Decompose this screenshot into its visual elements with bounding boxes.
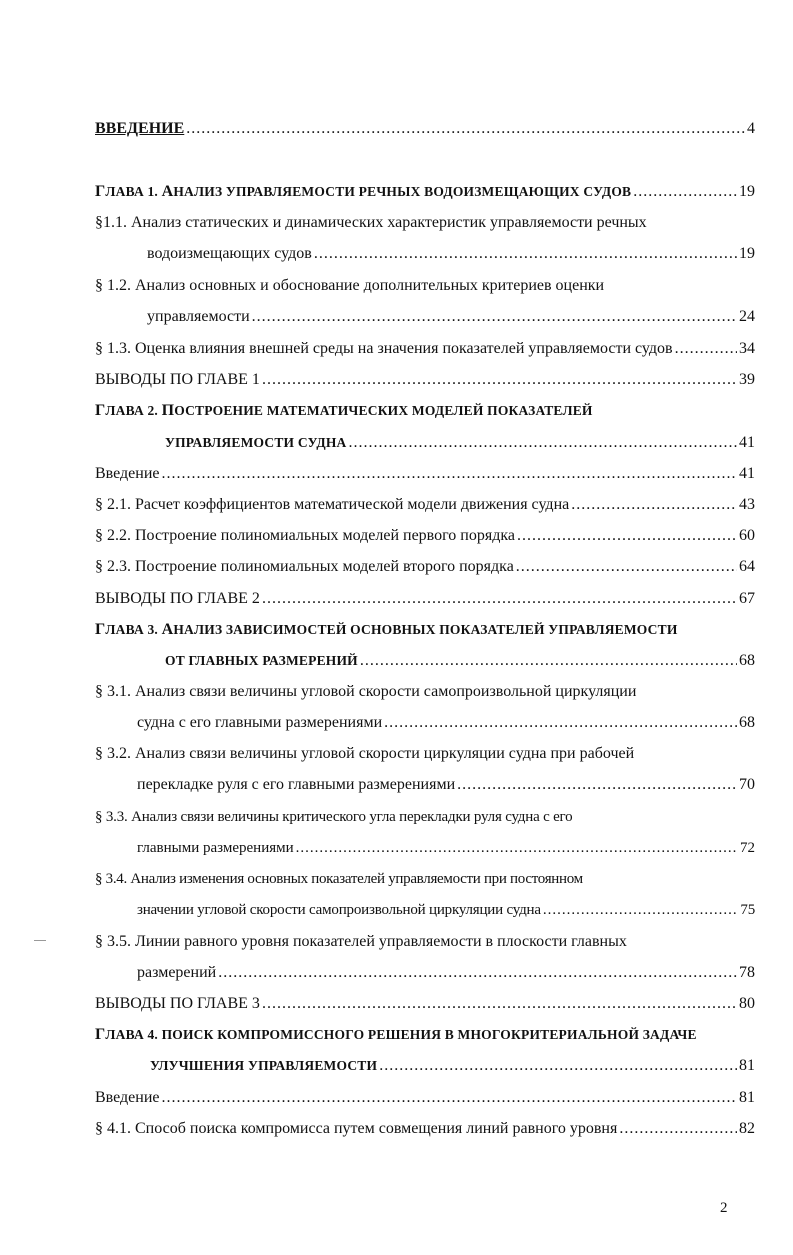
toc-page-number: 81 (739, 1089, 755, 1106)
leader-dots (262, 369, 737, 391)
toc-page-number: 81 (739, 1057, 755, 1074)
toc-page-number: 41 (739, 465, 755, 482)
toc-entry-label: ВЫВОДЫ ПО ГЛАВЕ 2 (95, 590, 260, 607)
toc-entry-label: ВЫВОДЫ ПО ГЛАВЕ 3 (95, 995, 260, 1012)
toc-page-number: 80 (739, 995, 755, 1012)
leader-dots (675, 338, 737, 360)
toc-entry-2-1[interactable] (95, 494, 755, 516)
toc-entry-3-5[interactable] (137, 962, 755, 984)
page-number: 2 (720, 1200, 728, 1216)
toc-entry-chapter-1[interactable] (95, 181, 755, 203)
toc-entry-1-1-line1[interactable]: §1.1. Анализ статических и динамических характеристик управляемости речных (95, 214, 647, 231)
toc-entry-introduction-4[interactable] (95, 1087, 755, 1109)
toc-entry-label: § 4.1. Способ поиска компромисса путем совмещения линий равного уровня (95, 1120, 618, 1137)
leader-dots (360, 650, 737, 672)
toc-entry-chapter-4[interactable] (150, 1055, 755, 1077)
toc-entry-chapter-2[interactable] (165, 432, 755, 454)
toc-entry-1-2[interactable] (147, 306, 755, 328)
toc-entry-2-3[interactable] (95, 556, 755, 578)
toc-entry-label: § 2.1. Расчет коэффициентов математической модели движения судна (95, 496, 570, 513)
toc-page-number: 41 (739, 434, 755, 451)
toc-page-number: 39 (739, 371, 755, 388)
toc-page-number: 60 (739, 527, 755, 544)
leader-dots (633, 181, 737, 203)
toc-page-number: 68 (739, 652, 755, 669)
toc-entry-1-2-line1[interactable]: § 1.2. Анализ основных и обоснование дополнительных критериев оценки (95, 277, 605, 294)
toc-page-number: 70 (739, 776, 755, 793)
leader-dots (543, 899, 739, 921)
toc-entry-3-2[interactable] (137, 774, 755, 796)
leader-dots (218, 962, 737, 984)
toc-entry-label: ВВЕДЕНИЕ (95, 120, 185, 137)
leader-dots (296, 837, 738, 859)
toc-entry-1-3[interactable] (95, 338, 755, 360)
toc-page-number: 78 (739, 964, 755, 981)
toc-entry-3-1[interactable] (137, 712, 755, 734)
leader-dots (384, 712, 737, 734)
toc-page-number: 19 (739, 183, 755, 200)
toc-page-number: 68 (739, 714, 755, 731)
toc-entry-3-1-line1[interactable]: § 3.1. Анализ связи величины угловой скорости самопроизвольной циркуляции (95, 683, 637, 700)
toc-page-number: 19 (739, 245, 755, 262)
toc-entry-3-3-line1[interactable]: § 3.3. Анализ связи величины критического угла перекладки руля судна с его (95, 809, 573, 825)
chapter-heading: ГЛАВА 1. АНАЛИЗ УПРАВЛЯЕМОСТИ РЕЧНЫХ ВОДОИЗМЕЩАЮЩИХ СУДОВ (95, 183, 632, 200)
toc-entry-label: Введение (95, 465, 160, 482)
leader-dots (262, 993, 737, 1015)
toc-entry-label: ВЫВОДЫ ПО ГЛАВЕ 1 (95, 371, 260, 388)
toc-entry-label: УПРАВЛЯЕМОСТИ СУДНА (165, 435, 347, 450)
toc-entry-3-3[interactable] (137, 837, 755, 859)
toc-entry-label: § 1.3. Оценка влияния внешней среды на значения показателей управляемости судов (95, 340, 673, 357)
toc-entry-chapter-2-line1[interactable]: ГЛАВА 2. ПОСТРОЕНИЕ МАТЕМАТИЧЕСКИХ МОДЕЛЕЙ ПОКАЗАТЕЛЕЙ (95, 402, 593, 419)
leader-dots (457, 774, 737, 796)
toc-page-number: 43 (739, 496, 755, 513)
toc-page-number: 82 (739, 1120, 755, 1137)
toc-entry-conclusions-3[interactable] (95, 993, 755, 1015)
leader-dots (348, 432, 737, 454)
toc-entry-label: ОТ ГЛАВНЫХ РАЗМЕРЕНИЙ (165, 653, 358, 668)
leader-dots (186, 118, 745, 140)
toc-entry-3-5-line1[interactable]: § 3.5. Линии равного уровня показателей управляемости в плоскости главных (95, 933, 627, 950)
leader-dots (516, 556, 737, 578)
toc-page-number: 64 (739, 558, 755, 575)
toc-entry-1-1[interactable] (147, 243, 755, 265)
toc-entry-label: § 2.2. Построение полиномиальных моделей первого порядка (95, 527, 515, 544)
toc-entry-4-1[interactable] (95, 1118, 755, 1140)
toc-entry-introduction[interactable] (95, 118, 755, 140)
toc-page-number: 4 (747, 120, 755, 137)
toc-entry-label: размерений (137, 964, 217, 981)
toc-entry-label: УЛУЧШЕНИЯ УПРАВЛЯЕМОСТИ (150, 1058, 378, 1073)
toc-entry-3-4[interactable] (137, 899, 755, 921)
toc-entry-introduction-2[interactable] (95, 463, 755, 485)
toc-page-number: 75 (740, 902, 755, 918)
leader-dots (162, 463, 738, 485)
toc-entry-label: управляемости (147, 308, 250, 325)
toc-entry-label: значении угловой скорости самопроизвольной циркуляции судна (137, 902, 541, 918)
toc-page-number: 72 (740, 840, 755, 856)
scan-artifact (34, 940, 46, 941)
toc-page-number: 24 (739, 308, 755, 325)
toc-entry-chapter-3-line1[interactable]: ГЛАВА 3. АНАЛИЗ ЗАВИСИМОСТЕЙ ОСНОВНЫХ ПОКАЗАТЕЛЕЙ УПРАВЛЯЕМОСТИ (95, 621, 678, 638)
toc-entry-3-2-line1[interactable]: § 3.2. Анализ связи величины угловой скорости циркуляции судна при рабочей (95, 745, 635, 762)
toc-page-number: 34 (739, 340, 755, 357)
leader-dots (162, 1087, 738, 1109)
toc-entry-label: водоизмещающих судов (147, 245, 312, 262)
toc-entry-label: главными размерениями (137, 840, 294, 856)
leader-dots (314, 243, 737, 265)
toc-entry-label: Введение (95, 1089, 160, 1106)
toc-entry-conclusions-1[interactable] (95, 369, 755, 391)
leader-dots (252, 306, 737, 328)
leader-dots (379, 1055, 737, 1077)
toc-entry-chapter-4-line1[interactable]: ГЛАВА 4. ПОИСК КОМПРОМИССНОГО РЕШЕНИЯ В МНОГОКРИТЕРИАЛЬНОЙ ЗАДАЧЕ (95, 1026, 697, 1043)
toc-entry-label: § 2.3. Построение полиномиальных моделей второго порядка (95, 558, 514, 575)
toc-entry-label: судна с его главными размерениями (137, 714, 383, 731)
toc-page-number: 67 (739, 590, 755, 607)
leader-dots (619, 1118, 737, 1140)
toc-entry-conclusions-2[interactable] (95, 588, 755, 610)
toc-entry-2-2[interactable] (95, 525, 755, 547)
toc-entry-chapter-3[interactable] (165, 650, 755, 672)
toc-entry-3-4-line1[interactable]: § 3.4. Анализ изменения основных показателей управляемости при постоянном (95, 871, 583, 887)
leader-dots (262, 588, 737, 610)
leader-dots (517, 525, 737, 547)
leader-dots (571, 494, 737, 516)
toc-entry-label: перекладке руля с его главными размерениями (137, 776, 456, 793)
